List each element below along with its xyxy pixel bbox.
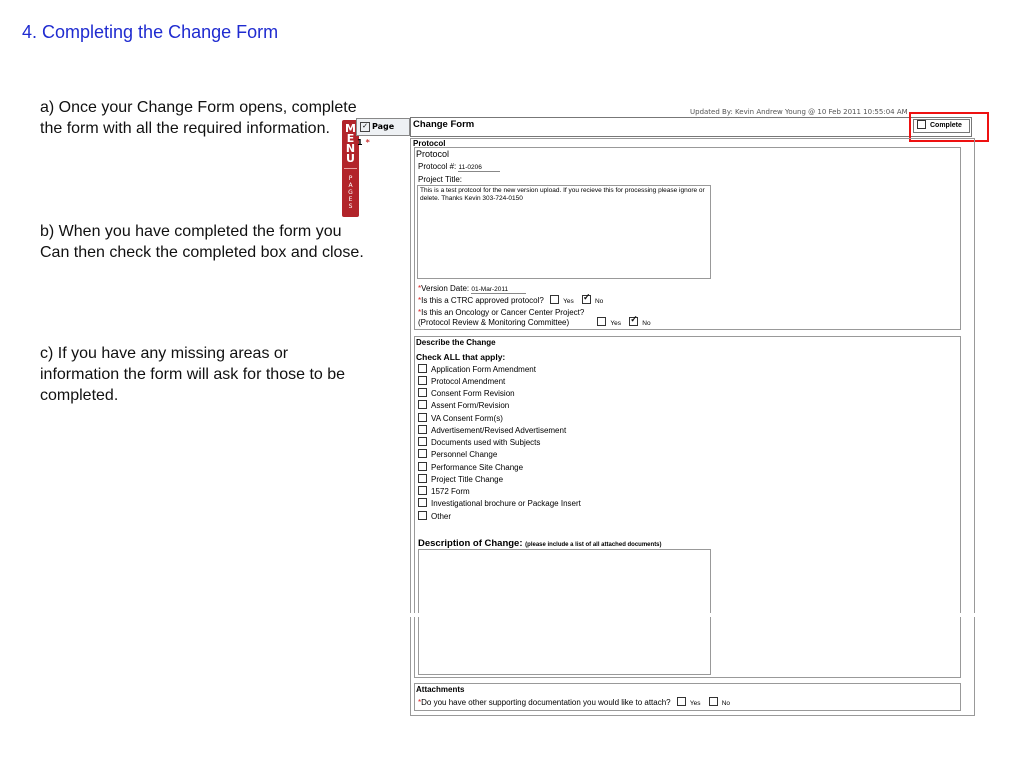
- oncology-no-checkbox[interactable]: [629, 317, 638, 326]
- menu-letter: N: [345, 142, 356, 155]
- page-tab-label: Page 1: [357, 122, 395, 147]
- pages-letter: S: [348, 203, 353, 210]
- attachments-question: Do you have other supporting documentation you would like to attach?: [421, 698, 671, 707]
- checkbox-icon[interactable]: [418, 511, 427, 520]
- menu-letter: U: [346, 152, 355, 165]
- list-item-label: Investigational brochure or Package Insert: [431, 499, 581, 508]
- list-item[interactable]: [418, 499, 581, 508]
- list-item[interactable]: [418, 475, 503, 484]
- menu-divider: [344, 168, 357, 169]
- list-item[interactable]: [418, 377, 505, 386]
- no-label: No: [642, 320, 651, 327]
- checkbox-icon[interactable]: [418, 425, 427, 434]
- protocol-number-field[interactable]: 11-0206: [458, 164, 499, 172]
- required-marker: *: [418, 284, 422, 293]
- checkbox-icon[interactable]: [418, 388, 427, 397]
- project-title-value: This is a test protcool for the new version upload. If you recieve this for processing please ignore or delete. Thanks Kevin 303-724-0150: [420, 187, 705, 202]
- form-title: Change Form: [413, 119, 475, 130]
- oncology-yes-checkbox[interactable]: [597, 317, 606, 326]
- yes-label: Yes: [610, 320, 622, 327]
- attachments-row: [418, 698, 730, 707]
- checkbox-icon[interactable]: [418, 437, 427, 446]
- list-item[interactable]: [418, 426, 566, 435]
- page-tab-marker: *: [365, 138, 370, 147]
- required-marker: *: [418, 698, 422, 707]
- checkbox-icon[interactable]: [418, 486, 427, 495]
- ctrc-row: [418, 296, 603, 305]
- oncology-question-line1: Is this an Oncology or Cancer Center Project?: [421, 308, 585, 317]
- oncology-row: [418, 308, 584, 317]
- list-item-label: Advertisement/Revised Advertisement: [431, 426, 567, 435]
- list-item-label: Assent Form/Revision: [431, 401, 510, 410]
- checkbox-icon[interactable]: [418, 449, 427, 458]
- oncology-question-line2: (Protocol Review & Monitoring Committee): [418, 318, 570, 327]
- screenshot-seam: [409, 613, 977, 617]
- list-item[interactable]: [418, 401, 509, 410]
- list-item[interactable]: [418, 463, 523, 472]
- ctrc-no-checkbox[interactable]: [582, 295, 591, 304]
- form-header-bar: [410, 117, 972, 137]
- list-item-label: Other: [431, 512, 452, 521]
- attachments-no-checkbox[interactable]: [709, 697, 718, 706]
- attachments-section-label: Attachments: [416, 685, 465, 694]
- checkbox-icon[interactable]: [418, 376, 427, 385]
- pages-letter: E: [348, 196, 353, 203]
- list-item[interactable]: [418, 389, 515, 398]
- list-item-label: Project Title Change: [431, 475, 504, 484]
- list-item[interactable]: [418, 414, 503, 423]
- list-item-label: Performance Site Change: [431, 463, 524, 472]
- oncology-row-2: [418, 318, 651, 327]
- menu-letter: M: [345, 122, 356, 135]
- project-title-textarea[interactable]: [417, 185, 711, 279]
- instruction-a: a) Once your Change Form opens, complete the form with all the required information.: [40, 99, 357, 137]
- page-tab-check-icon: ✓: [360, 122, 370, 132]
- check-all-label: Check ALL that apply:: [416, 352, 506, 362]
- slide-title: 4. Completing the Change Form: [22, 22, 279, 42]
- version-date-row: [418, 284, 526, 293]
- pages-letter: G: [348, 189, 353, 196]
- list-item-label: Application Form Amendment: [431, 365, 536, 374]
- checkbox-icon[interactable]: [418, 498, 427, 507]
- list-item-label: Protocol Amendment: [431, 377, 506, 386]
- checkbox-icon[interactable]: [418, 413, 427, 422]
- yes-label: Yes: [689, 700, 701, 707]
- protocol-inner-label: Protocol: [416, 149, 450, 159]
- required-marker: *: [418, 308, 422, 317]
- attachments-yes-checkbox[interactable]: [677, 697, 686, 706]
- no-label: No: [594, 298, 604, 305]
- protocol-number-row: [418, 162, 500, 171]
- required-marker: *: [418, 296, 422, 305]
- list-item-label: VA Consent Form(s): [431, 414, 503, 423]
- instruction-c: c) If you have any missing areas or information the form will ask for those to be completed.: [40, 345, 346, 404]
- checkbox-icon[interactable]: [418, 364, 427, 373]
- pages-letter: P: [348, 175, 353, 182]
- list-item[interactable]: [418, 365, 536, 374]
- list-item[interactable]: [418, 487, 470, 496]
- instruction-b: b) When you have completed the form you Can then check the completed box and close.: [40, 223, 364, 261]
- checkbox-icon[interactable]: [418, 474, 427, 483]
- pages-letter: A: [348, 182, 353, 189]
- description-row: [418, 538, 662, 549]
- describe-section-label: Describe the Change: [416, 338, 496, 347]
- version-date-label: Version Date:: [421, 284, 470, 293]
- project-title-label: Project Title:: [418, 175, 463, 184]
- ctrc-yes-checkbox[interactable]: [550, 295, 559, 304]
- description-note: (please include a list of all attached documents): [525, 542, 662, 548]
- checkbox-icon[interactable]: [418, 400, 427, 409]
- list-item[interactable]: [418, 512, 451, 521]
- complete-label: Complete: [930, 122, 962, 129]
- description-label: Description of Change:: [418, 538, 523, 549]
- menu-letter: E: [346, 132, 355, 145]
- updated-by-text: Updated By: Kevin Andrew Young @ 10 Feb 2011 10:55:04 AM: [690, 108, 908, 116]
- protocol-section-label: Protocol: [413, 139, 446, 148]
- description-textarea[interactable]: [418, 549, 711, 675]
- list-item-label: Consent Form Revision: [431, 389, 515, 398]
- yes-label: Yes: [563, 298, 574, 305]
- version-date-field[interactable]: 01-Mar-2011: [471, 286, 526, 294]
- no-label: No: [721, 700, 731, 707]
- list-item-label: 1572 Form: [431, 487, 470, 496]
- checkbox-icon[interactable]: [418, 462, 427, 471]
- list-item[interactable]: [418, 438, 540, 447]
- ctrc-question: Is this a CTRC approved protocol?: [421, 296, 544, 305]
- list-item[interactable]: [418, 450, 497, 459]
- protocol-number-label: Protocol #:: [418, 162, 457, 171]
- page-tab[interactable]: [356, 118, 410, 147]
- list-item-label: Documents used with Subjects: [431, 438, 541, 447]
- list-item-label: Personnel Change: [431, 450, 498, 459]
